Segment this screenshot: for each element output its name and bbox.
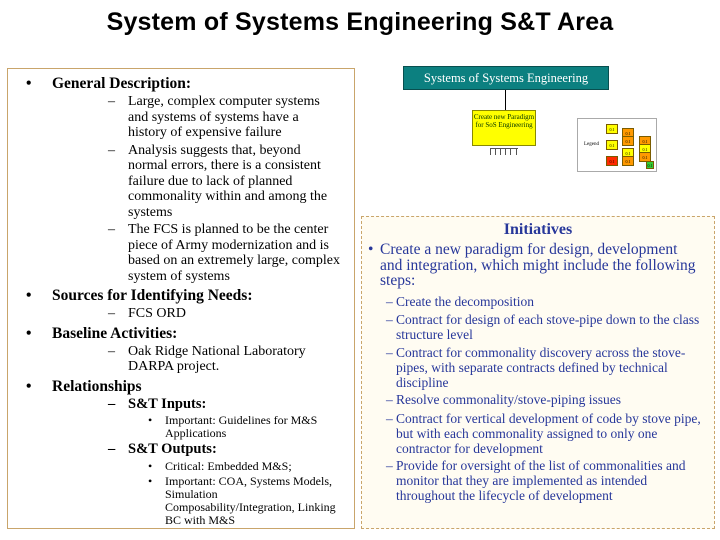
list-item: • Important: Guidelines for M&S Applications: [148, 413, 318, 440]
legend-cell: 0.1: [622, 148, 634, 158]
section-sources: [8, 287, 354, 322]
legend-cell: 0.1: [622, 156, 634, 166]
list-item: – The FCS is planned to be the center piece of Army modernization and is based on an extremely large, complex system of systems: [108, 222, 340, 284]
section-baseline: [8, 325, 354, 375]
group-label: – S&T Outputs:: [108, 441, 217, 457]
comb-connector: [490, 148, 518, 157]
legend-diagram: [577, 118, 657, 172]
initiatives-main: • Create a new paradigm for design, development and integration, which might include the following steps:: [368, 241, 696, 289]
initiative-step: – Resolve commonality/stove-piping issues: [386, 392, 621, 407]
list-item: – Large, complex computer systems and systems of systems have a history of expensive failure: [108, 94, 320, 140]
bullet: •: [26, 377, 32, 395]
legend-cell: 0.1: [647, 163, 653, 168]
section-heading: Relationships: [52, 377, 142, 395]
group-label: – S&T Inputs:: [108, 395, 207, 412]
list-item: • Critical: Embedded M&S;: [148, 458, 292, 473]
connector-line: [505, 90, 506, 110]
section-heading: Sources for Identifying Needs:: [52, 287, 253, 304]
bullet: •: [26, 75, 32, 92]
legend-cell: 0.1: [639, 144, 651, 154]
list-item: – Oak Ridge National Laboratory DARPA project.: [108, 343, 306, 374]
legend-cell: 0.1: [639, 136, 651, 146]
list-item: – Analysis suggests that, beyond normal errors, there is a consistent failure due to lack of planned commonality within and among the systems: [108, 142, 328, 220]
initiatives-panel: [361, 216, 715, 529]
list-item: – FCS ORD: [108, 306, 186, 321]
bullet: •: [26, 287, 32, 304]
page-title: System of Systems Engineering S&T Area: [106, 8, 614, 36]
legend-cell: 0.1: [639, 152, 651, 162]
legend-cell: 0.1: [606, 140, 618, 150]
bullet: •: [368, 241, 374, 258]
description-panel: [7, 68, 355, 529]
legend-label: Legend: [584, 142, 599, 147]
legend-cell: 0.1: [606, 124, 618, 134]
bullet: •: [26, 324, 32, 342]
section-heading: Baseline Activities:: [52, 324, 178, 342]
legend-cell: 0.1: [622, 128, 634, 138]
section-general-description: [8, 75, 354, 284]
initiative-step: – Create the decomposition: [386, 294, 534, 309]
initiatives-heading: Initiatives: [503, 221, 573, 238]
list-item: • Important: COA, Systems Models, Simulation Composability/Integration, Linking BC with M&S: [148, 473, 336, 527]
initiative-step: – Contract for commonality discovery across the stove-pipes, with separate contracts defined by technical discipline: [386, 345, 686, 390]
initiative-step: – Provide for oversight of the list of commonalities and monitor that they are implemented as intended throughout the lifecycle of development: [386, 458, 686, 503]
sos-engineering-box: Systems of Systems Engineering: [403, 66, 609, 90]
section-relationships: [8, 378, 354, 527]
legend-cell: 0.1: [606, 156, 618, 166]
paradigm-box: Create new Paradigm for SoS Engineering: [472, 110, 536, 146]
legend-cell: 0.1: [622, 136, 634, 146]
initiative-step: – Contract for vertical development of code by stove pipe, but with each commonality assigned to only one contractor for development: [386, 411, 701, 456]
section-heading: General Description:: [52, 75, 192, 92]
initiative-step: – Contract for design of each stove-pipe down to the class structure level: [386, 312, 700, 342]
